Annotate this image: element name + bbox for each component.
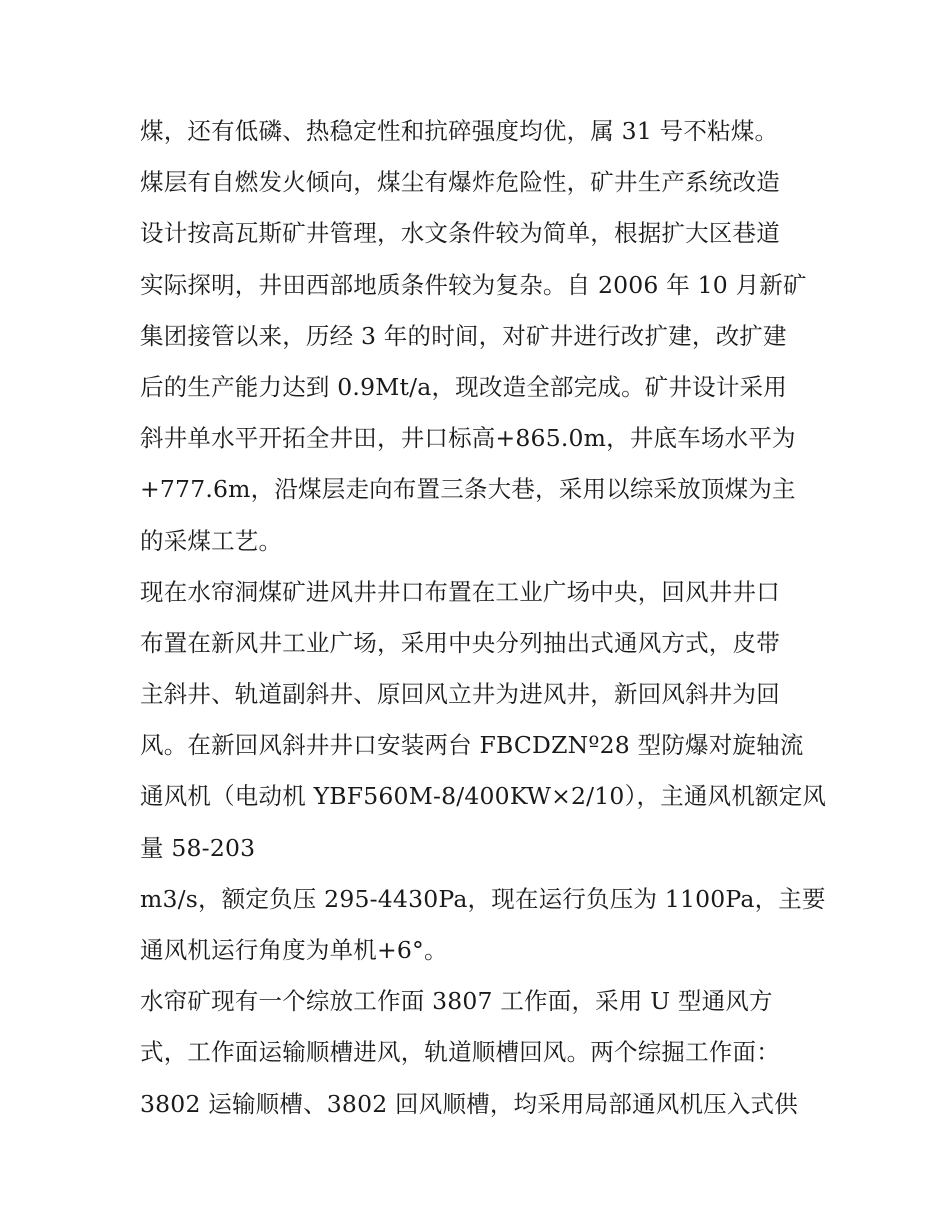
text-line-19: 式，工作面运输顺槽进风，轨道顺槽回风。两个综掘工作面： xyxy=(140,1038,780,1067)
text-line-16: m3/s，额定负压 295-4430Pa，现在运行负压为 1100Pa，主要 xyxy=(140,884,826,913)
text-line-17: 通风机运行角度为单机+6°。 xyxy=(140,936,448,964)
text-line-11: 布置在新风井工业广场，采用中央分列抽出式通风方式，皮带 xyxy=(140,628,780,657)
text-line-20: 3802 运输顺槽、3802 回风顺槽，均采用局部通风机压入式供 xyxy=(140,1089,798,1118)
text-line-7: 斜井单水平开拓全井田，井口标高+865.0m，井底车场水平为 xyxy=(140,424,796,453)
text-line-10: 现在水帘洞煤矿进风井井口布置在工业广场中央，回风井井口 xyxy=(140,577,780,606)
text-line-5: 集团接管以来，历经 3 年的时间，对矿井进行改扩建，改扩建 xyxy=(140,321,787,350)
text-line-1: 煤，还有低磷、热稳定性和抗碎强度均优，属 31 号不粘煤。 xyxy=(140,117,779,145)
body-text xyxy=(140,106,830,1130)
text-line-13: 风。在新回风斜井井口安装两台 FBCDZNº28 型防爆对旋轴流 xyxy=(140,731,804,760)
text-line-6: 后的生产能力达到 0.9Mt/a，现改造全部完成。矿井设计采用 xyxy=(140,372,787,401)
text-line-18: 水帘矿现有一个综放工作面 3807 工作面，采用 U 型通风方 xyxy=(140,987,773,1016)
text-line-12: 主斜井、轨道副斜井、原回风立井为进风井，新回风斜井为回 xyxy=(140,680,780,709)
text-line-9: 的采煤工艺。 xyxy=(140,526,283,555)
text-line-2: 煤层有自燃发火倾向，煤尘有爆炸危险性，矿井生产系统改造 xyxy=(140,168,780,197)
text-line-8: +777.6m，沿煤层走向布置三条大巷，采用以综采放顶煤为主 xyxy=(140,475,796,504)
text-line-15: 量 58-203 xyxy=(140,833,256,862)
text-line-3: 设计按高瓦斯矿井管理，水文条件较为简单，根据扩大区巷道 xyxy=(140,219,780,248)
text-line-14: 通风机（电动机 YBF560M-8/400KW×2/10），主通风机额定风 xyxy=(140,782,827,811)
text-line-4: 实际探明，井田西部地质条件较为复杂。自 2006 年 10 月新矿 xyxy=(140,270,807,299)
